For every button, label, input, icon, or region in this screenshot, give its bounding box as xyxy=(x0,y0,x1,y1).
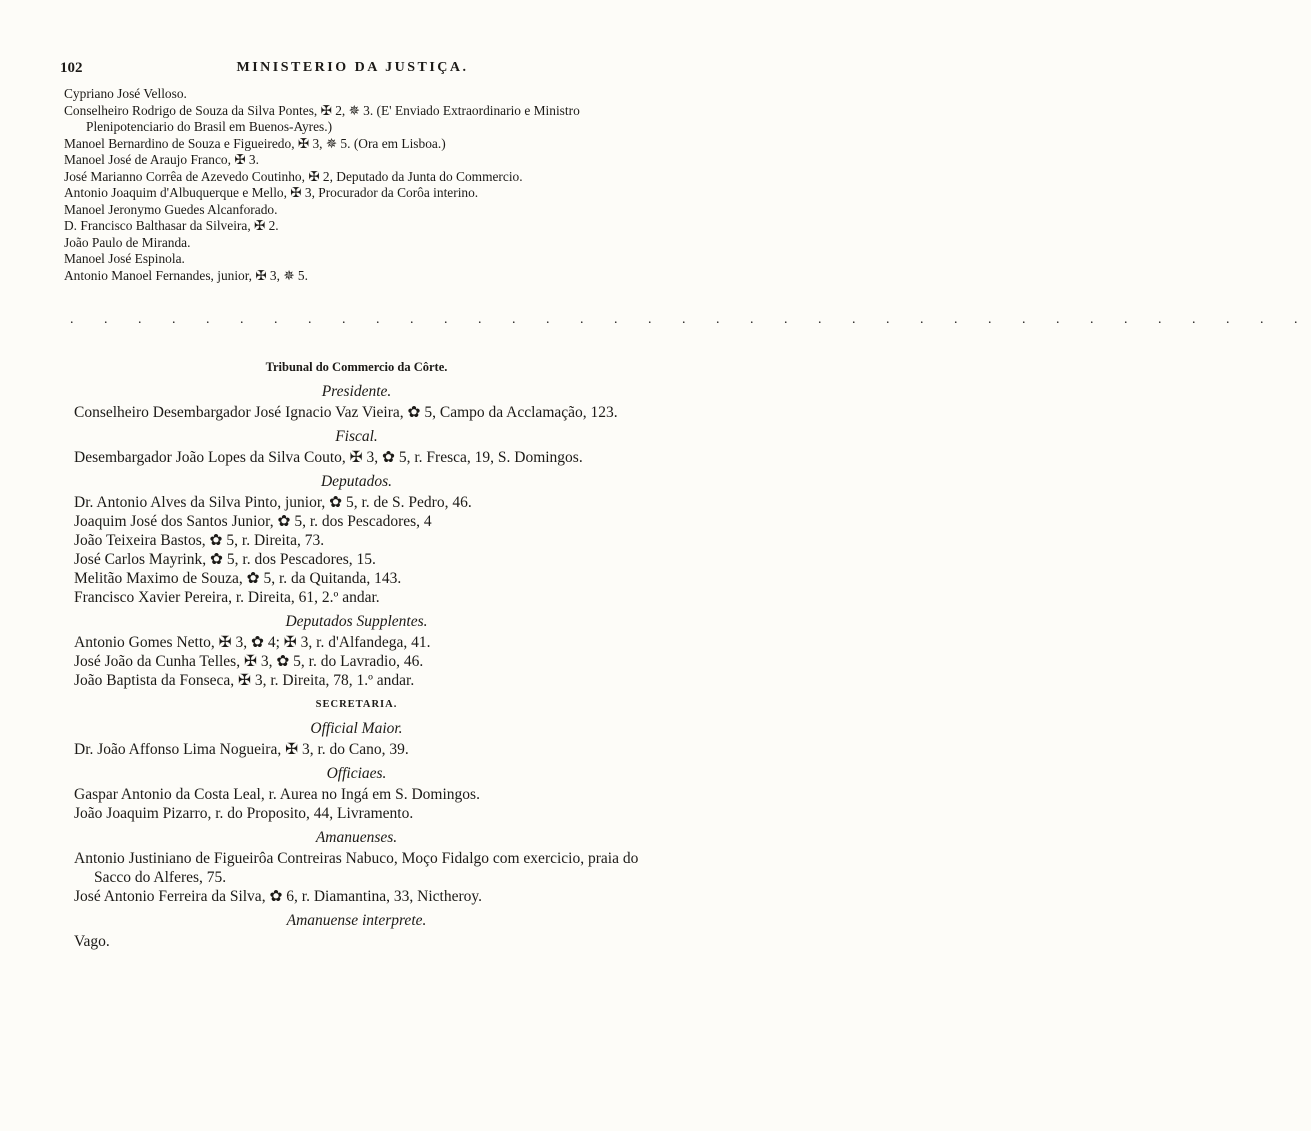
list-item: Antonio Joaquim d'Albuquerque e Mello, ✠ 3, Procurador da Corôa interino. xyxy=(64,185,479,200)
list-item: José João da Cunha Telles, ✠ 3, ✿ 5, r. do Lavradio, 46. xyxy=(74,653,424,670)
list-item: Joaquim José dos Santos Junior, ✿ 5, r. dos Pescadores, 4 xyxy=(74,513,432,530)
list-item: Cypriano José Velloso. xyxy=(64,86,187,101)
subheading-officiaes: Officiaes. xyxy=(326,765,387,782)
dotted-separator: . . . . . . . . . . . . . . . . . . . . . . . . . . . . . . . . . . . . . xyxy=(70,312,1311,327)
list-item: Melitão Maximo de Souza, ✿ 5, r. da Quitanda, 143. xyxy=(74,570,402,587)
list-item: Francisco Xavier Pereira, r. Direita, 61, 2.º andar. xyxy=(74,589,380,606)
subheading-deputados: Deputados. xyxy=(320,473,393,490)
list-item: Desembargador João Lopes da Silva Couto, ✠ 3, ✿ 5, r. Fresca, 19, S. Domingos. xyxy=(74,449,583,466)
list-item: João Joaquim Pizarro, r. do Proposito, 44, Livramento. xyxy=(74,805,414,822)
list-item: Manoel José Espinola. xyxy=(64,251,185,266)
list-item: José Carlos Mayrink, ✿ 5, r. dos Pescadores, 15. xyxy=(74,551,376,568)
subheading-amanuenses: Amanuenses. xyxy=(315,829,398,846)
list-item: Conselheiro Rodrigo de Souza da Silva Pontes, ✠ 2, ✵ 3. (E' Enviado Extraordinario e Ministro Plenipotenciario do Brasil em Buenos-Ayres.) xyxy=(64,102,580,134)
list-item: Antonio Manoel Fernandes, junior, ✠ 3, ✵ 5. xyxy=(64,267,308,283)
subheading-presidente: Presidente. xyxy=(321,383,392,400)
list-item: Dr. Antonio Alves da Silva Pinto, junior, ✿ 5, r. de S. Pedro, 46. xyxy=(74,494,472,511)
subheading-interprete: Amanuense interprete. xyxy=(286,912,427,929)
page-header xyxy=(60,60,645,84)
list-item: Antonio Gomes Netto, ✠ 3, ✿ 4; ✠ 3, r. d'Alfandega, 41. xyxy=(74,634,431,651)
running-title: MINISTERIO DA JUSTIÇA. xyxy=(236,60,469,75)
list-item: Manoel José de Araujo Franco, ✠ 3. xyxy=(64,152,259,167)
list-item: João Baptista da Fonseca, ✠ 3, r. Direita, 78, 1.º andar. xyxy=(74,672,415,689)
list-item: D. Francisco Balthasar da Silveira, ✠ 2. xyxy=(64,218,279,233)
subheading-fiscal: Fiscal. xyxy=(335,428,378,445)
tribunal-section xyxy=(74,358,639,951)
list-item: José Marianno Corrêa de Azevedo Coutinho, ✠ 2, Deputado da Junta do Commercio. xyxy=(64,168,523,184)
list-item: Conselheiro Desembargador José Ignacio Vaz Vieira, ✿ 5, Campo da Acclamação, 123. xyxy=(74,404,618,421)
list-item: Vago. xyxy=(74,933,110,950)
page-number: 102 xyxy=(60,60,83,76)
list-item: Dr. João Affonso Lima Nogueira, ✠ 3, r. do Cano, 39. xyxy=(74,741,409,758)
list-item: Manoel Jeronymo Guedes Alcanforado. xyxy=(64,201,278,217)
list-item: João Paulo de Miranda. xyxy=(64,234,191,250)
list-item: José Antonio Ferreira da Silva, ✿ 6, r. Diamantina, 33, Nictheroy. xyxy=(74,888,483,905)
list-item: Manoel Bernardino de Souza e Figueiredo, ✠ 3, ✵ 5. (Ora em Lisboa.) xyxy=(64,135,446,151)
section-title: Tribunal do Commercio da Côrte. xyxy=(265,360,448,374)
list-item: Antonio Justiniano de Figueirôa Contreiras Nabuco, Moço Fidalgo com exercicio, praia do Sacco do Alferes, 75. xyxy=(74,850,639,886)
list-item: João Teixeira Bastos, ✿ 5, r. Direita, 73. xyxy=(74,532,325,549)
list-item: Gaspar Antonio da Costa Leal, r. Aurea no Ingá em S. Domingos. xyxy=(74,786,480,803)
subheading-official-maior: Official Maior. xyxy=(310,720,403,737)
subheading-secretaria: SECRETARIA. xyxy=(315,699,398,710)
officials-list xyxy=(64,86,639,284)
subheading-supplentes: Deputados Supplentes. xyxy=(285,613,428,630)
